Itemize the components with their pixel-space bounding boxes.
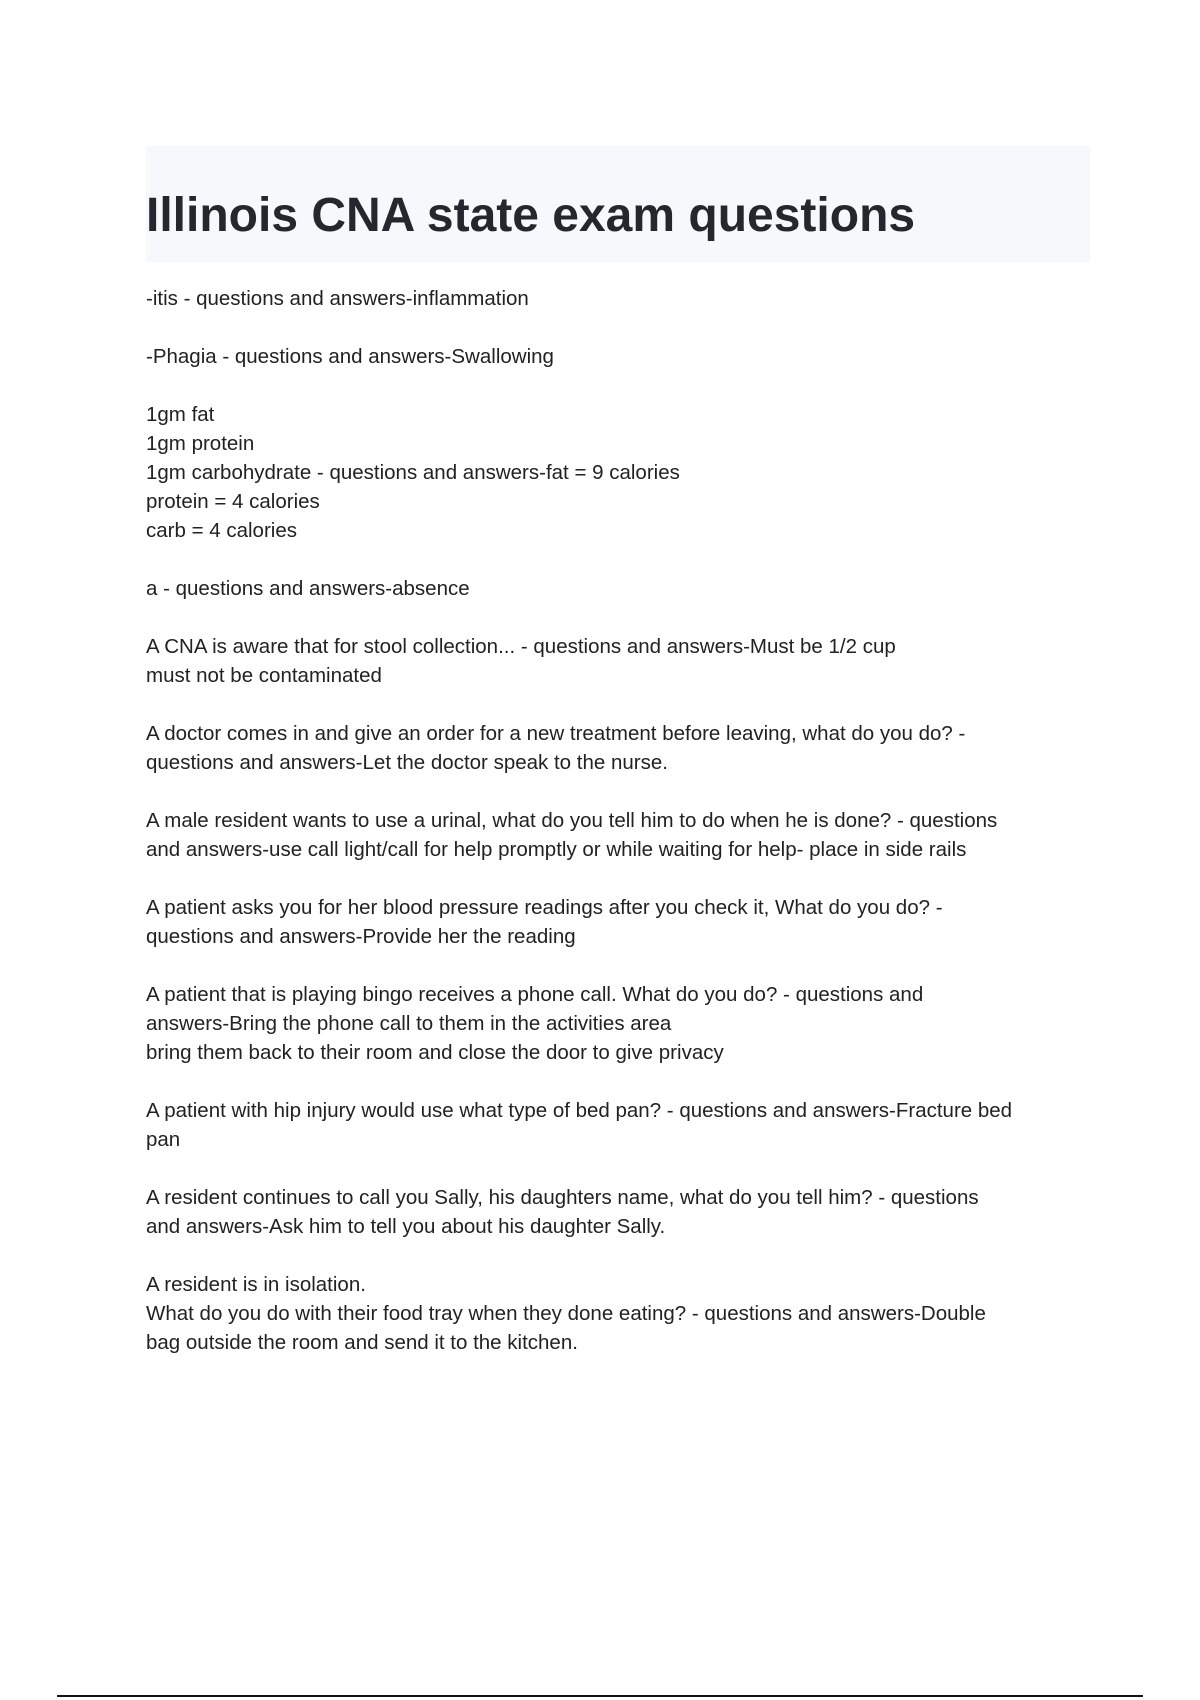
bottom-rule xyxy=(57,1695,1143,1697)
qa-line: and answers-use call light/call for help promptly or while waiting for help- place in side rails xyxy=(146,838,967,861)
qa-item xyxy=(146,1270,1090,1357)
qa-line: A CNA is aware that for stool collection... - questions and answers-Must be 1/2 cup xyxy=(146,635,896,658)
qa-line: and answers-Ask him to tell you about his daughter Sally. xyxy=(146,1215,666,1238)
qa-item xyxy=(146,632,1090,690)
qa-list xyxy=(146,284,1090,1386)
qa-item xyxy=(146,1096,1090,1154)
qa-item xyxy=(146,284,1090,313)
qa-line: What do you do with their food tray when they done eating? - questions and answers-Double xyxy=(146,1302,986,1325)
qa-item xyxy=(146,893,1090,951)
qa-line: bag outside the room and send it to the kitchen. xyxy=(146,1331,578,1354)
qa-line: must not be contaminated xyxy=(146,664,382,687)
qa-line: A patient that is playing bingo receives a phone call. What do you do? - questions and xyxy=(146,983,924,1006)
qa-item xyxy=(146,574,1090,603)
qa-item xyxy=(146,400,1090,545)
document-title: Illinois CNA state exam questions xyxy=(146,189,916,242)
qa-line: A male resident wants to use a urinal, what do you tell him to do when he is done? - questions xyxy=(146,809,998,832)
qa-line: A resident continues to call you Sally, his daughters name, what do you tell him? - questions xyxy=(146,1186,979,1209)
qa-line: protein = 4 calories xyxy=(146,490,320,513)
qa-line: 1gm carbohydrate - questions and answers-fat = 9 calories xyxy=(146,461,680,484)
qa-line: A doctor comes in and give an order for a new treatment before leaving, what do you do? - xyxy=(146,722,966,745)
qa-item xyxy=(146,342,1090,371)
qa-line: a - questions and answers-absence xyxy=(146,577,470,600)
qa-line: answers-Bring the phone call to them in the activities area xyxy=(146,1012,672,1035)
qa-line: A resident is in isolation. xyxy=(146,1273,366,1296)
qa-item xyxy=(146,1183,1090,1241)
qa-line: -itis - questions and answers-inflammation xyxy=(146,287,529,310)
qa-line: -Phagia - questions and answers-Swallowing xyxy=(146,345,554,368)
qa-line: 1gm fat xyxy=(146,403,215,426)
qa-line: 1gm protein xyxy=(146,432,255,455)
qa-line: A patient with hip injury would use what type of bed pan? - questions and answers-Fracture bed xyxy=(146,1099,1013,1122)
qa-line: carb = 4 calories xyxy=(146,519,297,542)
qa-line: pan xyxy=(146,1128,181,1151)
qa-line: questions and answers-Let the doctor speak to the nurse. xyxy=(146,751,668,774)
qa-item xyxy=(146,980,1090,1067)
qa-item xyxy=(146,719,1090,777)
qa-line: bring them back to their room and close the door to give privacy xyxy=(146,1041,724,1064)
qa-line: A patient asks you for her blood pressure readings after you check it, What do you do? - xyxy=(146,896,943,919)
qa-line: questions and answers-Provide her the reading xyxy=(146,925,576,948)
qa-item xyxy=(146,806,1090,864)
